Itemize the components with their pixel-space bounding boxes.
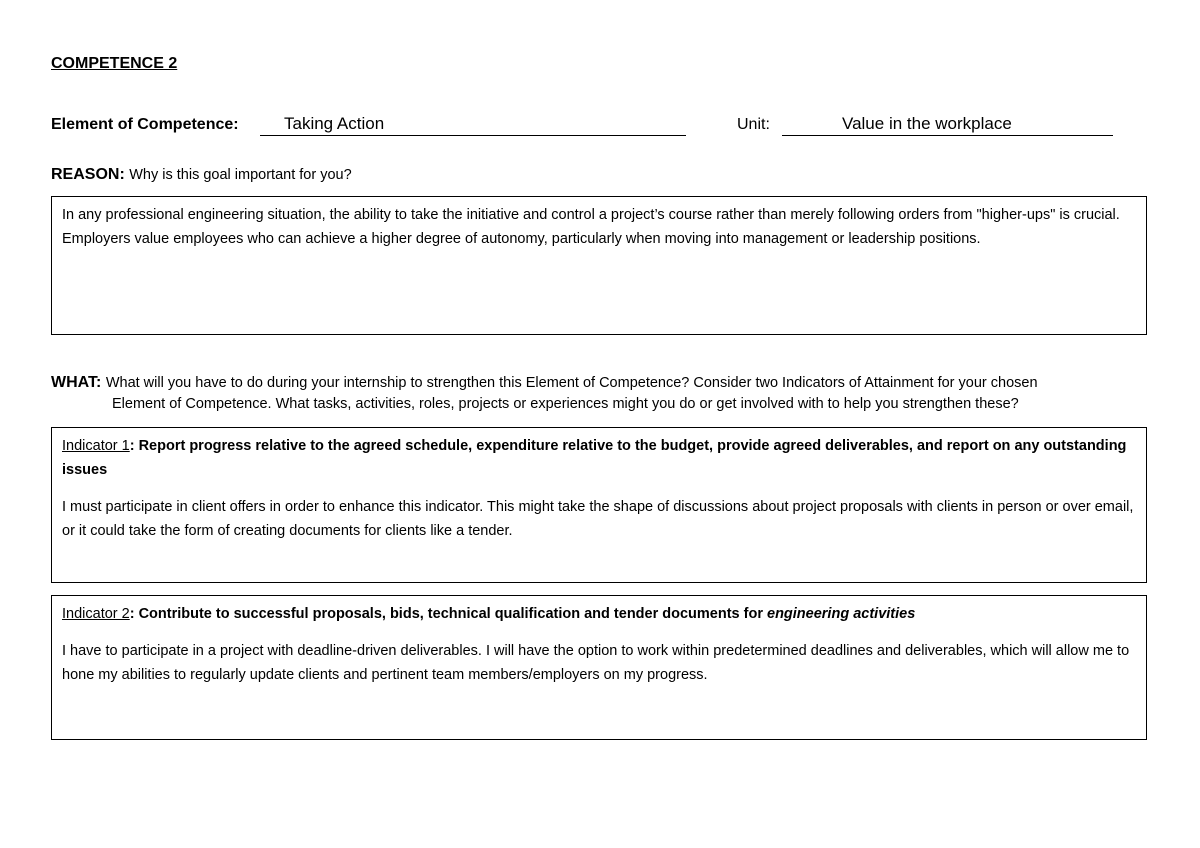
indicator2-body: I have to participate in a project with deadline-driven deliverables. I will have the option to work within predetermined deadlines and deliverables, which will allow me to hone my abilities to regularly update clients and pertinent team members/employers on my progress. (62, 643, 1130, 683)
reason-heading (51, 166, 352, 184)
element-field[interactable] (260, 114, 686, 136)
what-question-line2: Element of Competence. What tasks, activities, roles, projects or experiences might you do or get involved with to help you strengthen these? (112, 396, 1019, 412)
reason-question: Why is this goal important for you? (129, 167, 352, 183)
indicator1-label: Indicator 1 (62, 438, 130, 454)
indicator2-heading (62, 602, 1136, 626)
unit-value: Value in the workplace (842, 114, 1012, 133)
reason-answer-box[interactable] (51, 196, 1147, 335)
element-value: Taking Action (284, 114, 385, 133)
what-question-line1: What will you have to do during your internship to strengthen this Element of Competence? Consider two Indicators of Attainment for your chosen (105, 375, 1038, 391)
page-title: COMPETENCE 2 (51, 55, 178, 72)
indicator2-box[interactable] (51, 595, 1147, 740)
indicator2-heading-italic: engineering activities (767, 606, 916, 622)
indicator1-heading (62, 434, 1136, 482)
indicator1-box[interactable] (51, 427, 1147, 583)
indicator1-heading-text: : Report progress relative to the agreed schedule, expenditure relative to the budget, provide agreed deliverables, and report on any outstanding issues (62, 438, 1127, 478)
unit-label: Unit: (737, 116, 770, 133)
indicator2-label: Indicator 2 (62, 606, 130, 622)
element-label: Element of Competence: (51, 116, 239, 133)
what-label: WHAT: (51, 374, 102, 391)
indicator1-body: I must participate in client offers in order to enhance this indicator. This might take the shape of discussions about project proposals with clients in person or over email, or it could take the form of creating documents for clients like a tender. (62, 499, 1134, 539)
reason-label: REASON: (51, 166, 125, 183)
unit-field[interactable] (782, 114, 1113, 136)
indicator2-heading-text: : Contribute to successful proposals, bids, technical qualification and tender documents for (129, 606, 767, 622)
reason-answer: In any professional engineering situation, the ability to take the initiative and control a project’s course rather than merely following orders from "higher-ups" is crucial. Employers value employees who can achieve a higher degree of autonomy, particularly when moving into management or leadership positions. (62, 207, 1120, 247)
what-heading (51, 374, 1151, 412)
